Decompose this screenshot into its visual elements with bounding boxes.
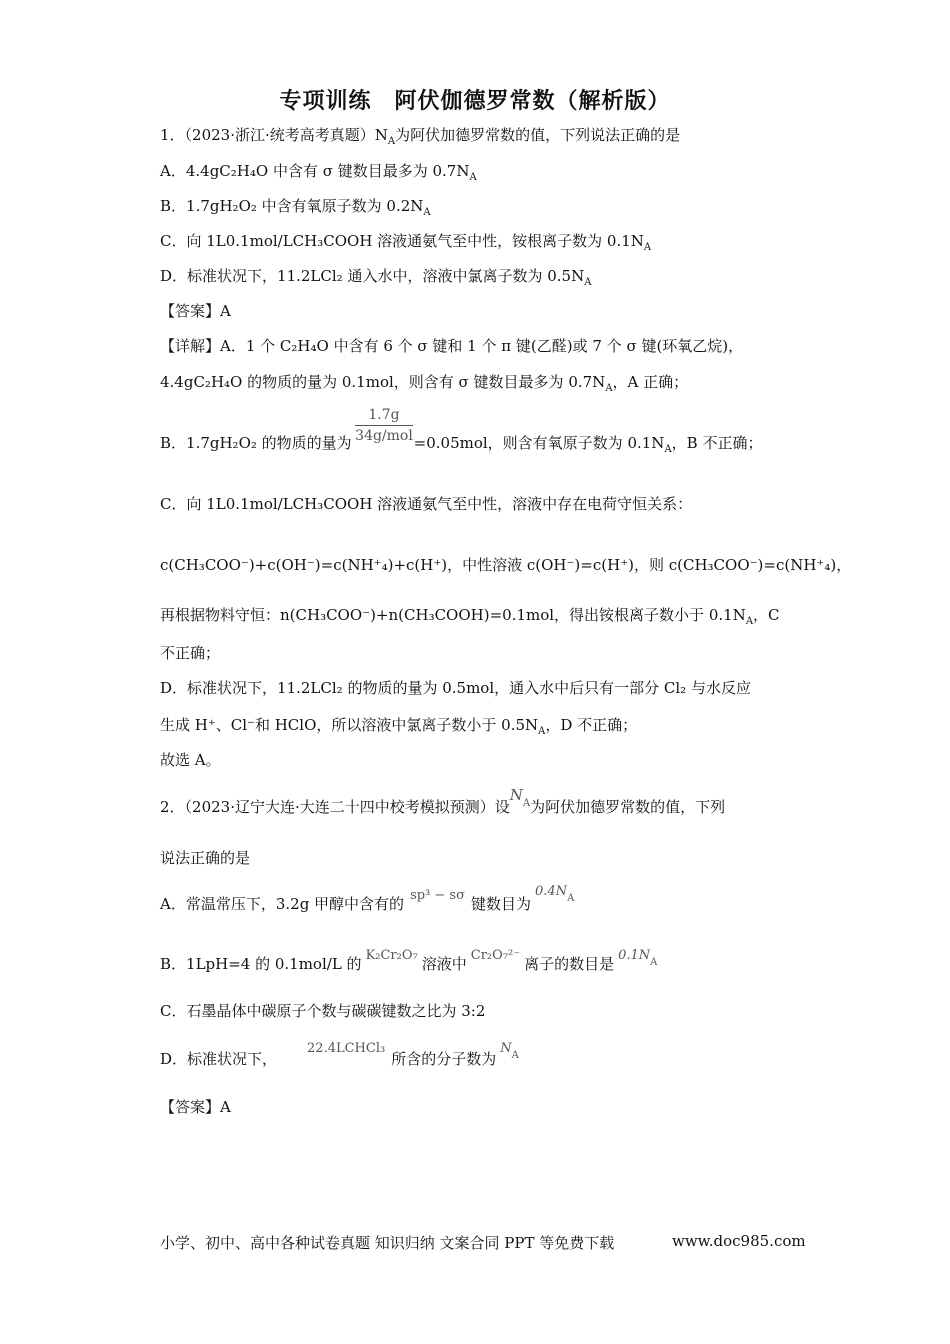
q1-option-d: D．标准状况下，11.2LCl₂ 通入水中，溶液中氯离子数为 $0.5N_A$ (160, 267, 592, 288)
q1-explanation-line-2: 4.4gC₂H₄O 的物质的量为 0.1mol，则含有 σ 键数目最多为 $0.7N_A$，A 正确； (160, 373, 689, 394)
q1-explanation-line-6: 再根据物料守恒：n(CH₃COO⁻)+n(CH₃COOH)=0.1mol，得出铵根离子数小于 $0.1N_A$，C (160, 606, 780, 627)
q2-option-d: D．标准状况下，22.4LCHCl₃所含的分子数为$N_A$ (160, 1041, 519, 1068)
q1-explanation-line-3: B．1.7gH₂O₂ 的物质的量为 =0.05mol，则含有氧原子数为 $0.1N_A$，B 不正确； (160, 434, 763, 455)
footer-promo-text: 小学、初中、高中各种试卷真题 知识归纳 文案合同 PPT 等免费下载 (160, 1234, 615, 1252)
q2-option-c: C．石墨晶体中碳原子个数与碳碳键数之比为 3:2 (160, 1002, 486, 1020)
q1-explanation-line-5: c(CH₃COO⁻)+c(OH⁻)=c(NH⁺₄)+c(H⁺)，中性溶液 c(OH⁻)=c(H⁺)，则 c(CH₃COO⁻)=c(NH⁺₄)， (160, 556, 852, 574)
q2-option-b: B．1LpH=4 的 0.1mol/L 的 K₂Cr₂O₇ 溶液中 Cr₂O₇²⁻ 离子的数目是 $0.1N_A$ (160, 948, 658, 973)
q1-answer: 【答案】A (160, 302, 231, 320)
q1-stem: 1．（2023·浙江·统考高考真题）$N_A$为阿伏加德罗常数的值，下列说法正确的是 (160, 126, 681, 147)
q1-option-b: B．1.7gH₂O₂ 中含有氧原子数为 $0.2N_A$ (160, 197, 431, 218)
q1-explanation-line-7: 不正确； (160, 644, 221, 662)
q2-stem-line-2: 说法正确的是 (160, 849, 251, 867)
page-title: 专项训练 阿伏伽德罗常数（解析版） (279, 89, 671, 114)
footer-website-link[interactable]: www.doc985.com (672, 1232, 806, 1250)
q2-stem: 2．（2023·辽宁大连·大连二十四中校考模拟预测）设$N_A$为阿伏加德罗常数的值，下列 (160, 786, 726, 816)
q1-explanation-line-8: D．标准状况下，11.2LCl₂ 的物质的量为 0.5mol，通入水中后只有一部分 Cl₂ 与水反应 (160, 679, 751, 697)
q2-answer: 【答案】A (160, 1098, 231, 1116)
q1-option-c: C．向 1L0.1mol/LCH₃COOH 溶液通氨气至中性，铵根离子数为 $0.1N_A$ (160, 232, 652, 253)
q1-explanation-line-1: 【详解】A．1 个 C₂H₄O 中含有 6 个 σ 键和 1 个 π 键(乙醛)或 7 个 σ 键(环氧乙烷)， (160, 337, 744, 355)
q1-explanation-line-10: 故选 A。 (160, 751, 221, 769)
q1-option-a: A．4.4gC₂H₄O 中含有 σ 键数目最多为 $0.7N_A$ (160, 162, 477, 183)
mass-over-molar-mass-fraction: 1.7g 34g/mol (355, 407, 413, 444)
q1-explanation-line-4: C．向 1L0.1mol/LCH₃COOH 溶液通氨气至中性，溶液中存在电荷守恒关系： (160, 495, 693, 513)
q1-explanation-line-9: 生成 H⁺、Cl⁻和 HClO，所以溶液中氯离子数小于 $0.5N_A$，D 不正确； (160, 716, 638, 737)
q2-option-a: A．常温常压下，3.2g 甲醇中含有的 sp³ − sσ 键数目为$0.4N_A$ (160, 884, 575, 913)
